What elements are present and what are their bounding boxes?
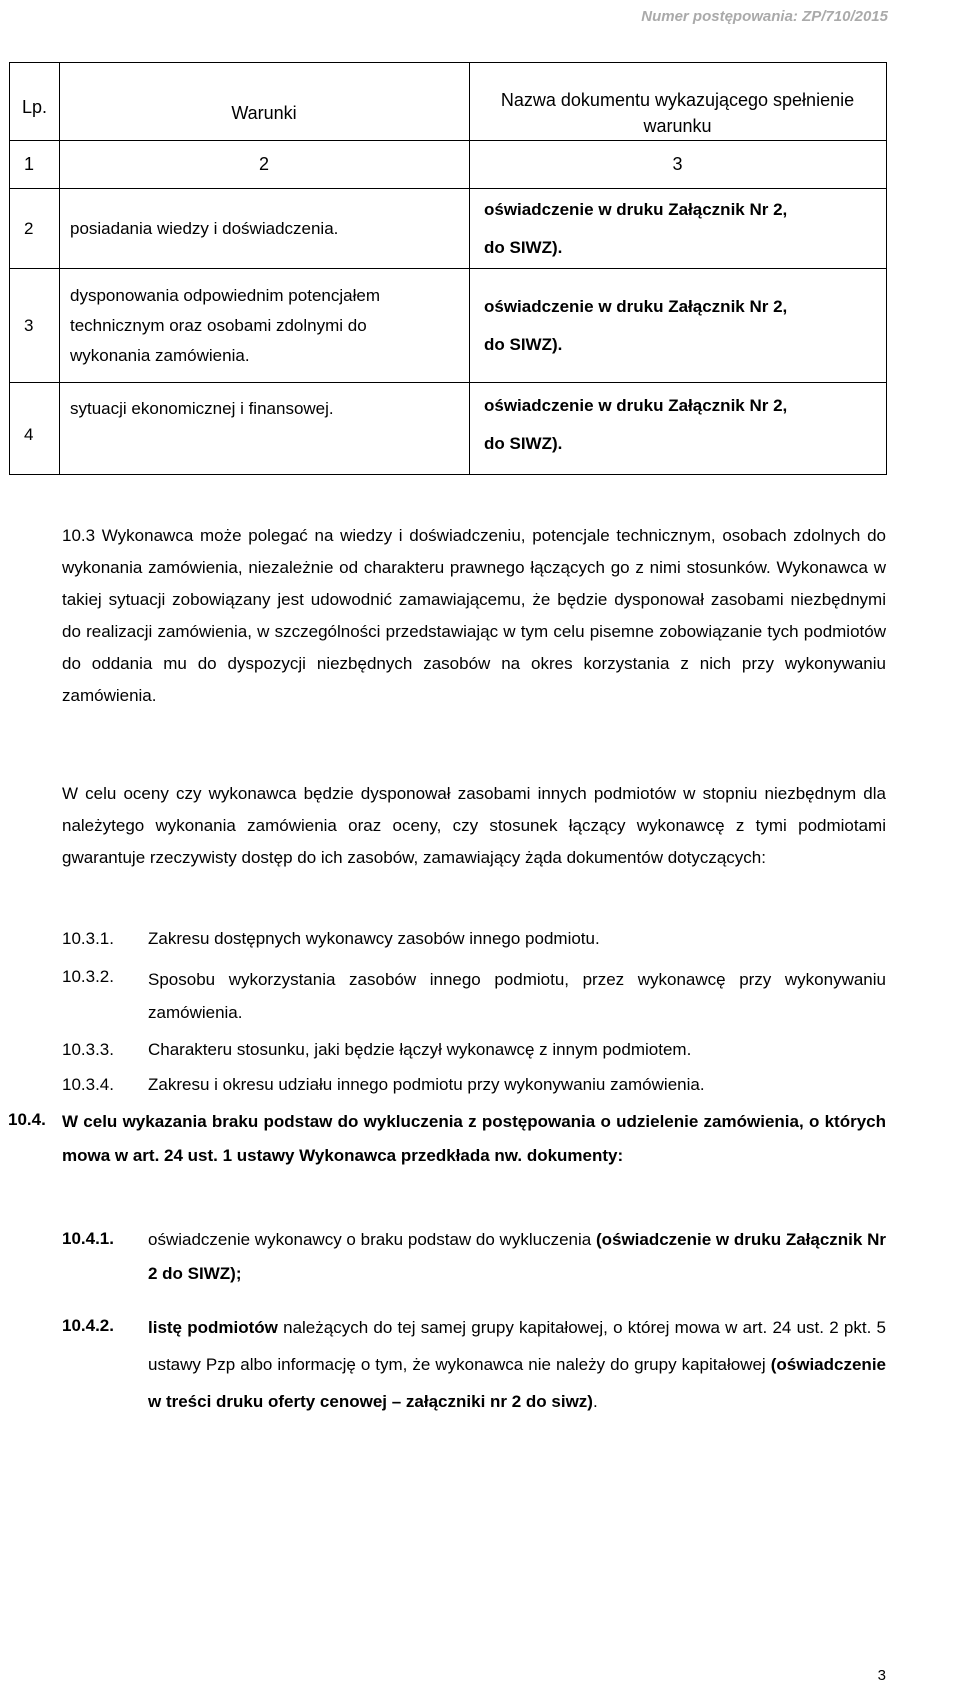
page-number: 3 bbox=[877, 1667, 886, 1684]
col-header-warunki: Warunki bbox=[60, 63, 470, 141]
list-item-text: Charakteru stosunku, jaki będzie łączył wykonawcę z innym podmiotem. bbox=[148, 1040, 692, 1059]
row-lp: 2 bbox=[10, 189, 60, 269]
item-10-4-1-text bbox=[148, 1223, 886, 1291]
col-number-2: 2 bbox=[60, 141, 470, 189]
list-item-text: Zakresu dostępnych wykonawcy zasobów innego podmiotu. bbox=[148, 929, 600, 948]
row-lp: 3 bbox=[10, 269, 60, 383]
col-header-nazwa: Nazwa dokumentu wykazującego spełnienie warunku bbox=[470, 63, 887, 141]
list-item-number: 10.3.1. bbox=[62, 929, 114, 948]
row-dokument bbox=[470, 269, 887, 383]
list-item-text: Sposobu wykorzystania zasobów innego podmiotu, przez wykonawcę przy wykonywaniu zamówienia. bbox=[148, 970, 886, 1022]
row-warunek: sytuacji ekonomicznej i finansowej. bbox=[60, 383, 470, 475]
item-10-4-2-end: . bbox=[592, 1392, 598, 1411]
row-dokument bbox=[470, 189, 887, 269]
table-number-row bbox=[10, 141, 887, 189]
item-10-4-1-bold: (oświadczenie w druku Załącznik Nr 2 do SIWZ); bbox=[148, 1230, 886, 1283]
item-10-4-2-bold-end: (oświadczenie w treści druku oferty cenowej – załączniki nr 2 do siwz) bbox=[148, 1355, 886, 1411]
item-10-4-2-number: 10.4.2. bbox=[62, 1316, 114, 1335]
section-10-3-paragraph-2: W celu oceny czy wykonawca będzie dysponował zasobami innych podmiotów w stopniu niezbędnym dla należytego wykonania zamówienia oraz oceny, czy stosunek łączący wykonawcę z tymi podmiotami gwarantuje rzeczywisty dostęp do ich zasobów, zamawiający żąda dokumentów dotyczących: bbox=[62, 784, 886, 867]
table-row bbox=[10, 269, 887, 383]
list-item-number: 10.3.3. bbox=[62, 1040, 114, 1059]
item-10-4-1-plain: oświadczenie wykonawcy o braku podstaw do wykluczenia bbox=[148, 1230, 596, 1249]
table-row bbox=[10, 189, 887, 269]
row-dokument-line2: do SIWZ). bbox=[484, 237, 563, 257]
section-10-3-paragraph-1: 10.3 Wykonawca może polegać na wiedzy i doświadczeniu, potencjale technicznym, osobach zdolnych do wykonania zamówienia, niezależnie od charakteru prawnego łączących go z nimi stosunków. Wykonawca w takiej sytuacji zobowiązany jest udowodnić zamawiającemu, że będzie dysponował zasobami niezbędnymi do realizacji zamówienia, w szczególności przedstawiając w tym celu pisemne zobowiązanie tych podmiotów do oddania mu do dyspozycji niezbędnych zasobów na okres korzystania z nich przy wykonywaniu zamówienia. bbox=[62, 526, 886, 705]
table-header-row bbox=[10, 63, 887, 141]
section-10-4-heading: W celu wykazania braku podstaw do wykluczenia z postępowania o udzielenie zamówienia, o których mowa w art. 24 ust. 1 ustawy Wykonawca przedkłada nw. dokumenty: bbox=[62, 1112, 886, 1165]
row-dokument bbox=[470, 383, 887, 475]
document-reference-header: Numer postępowania: ZP/710/2015 bbox=[641, 8, 888, 25]
table-row bbox=[10, 383, 887, 475]
conditions-table bbox=[9, 62, 887, 475]
row-dokument-line1: oświadczenie w druku Załącznik Nr 2, bbox=[484, 296, 788, 316]
row-warunek: dysponowania odpowiednim potencjałem technicznym oraz osobami zdolnymi do wykonania zamówienia. bbox=[60, 269, 470, 383]
item-10-4-1-number: 10.4.1. bbox=[62, 1229, 114, 1248]
row-dokument-line1: oświadczenie w druku Załącznik Nr 2, bbox=[484, 199, 788, 219]
list-item-number: 10.3.2. bbox=[62, 967, 114, 986]
row-lp: 4 bbox=[10, 383, 60, 475]
item-10-4-2-bold-start: listę podmiotów bbox=[148, 1318, 278, 1337]
row-dokument-line1: oświadczenie w druku Załącznik Nr 2, bbox=[484, 396, 788, 415]
item-10-4-2-text bbox=[148, 1309, 886, 1420]
list-item-text: Zakresu i okresu udziału innego podmiotu przy wykonywaniu zamówienia. bbox=[148, 1075, 705, 1094]
col-number-3: 3 bbox=[470, 141, 887, 189]
row-warunek: posiadania wiedzy i doświadczenia. bbox=[60, 189, 470, 269]
row-dokument-line2: do SIWZ). bbox=[484, 434, 563, 453]
item-10-4-2-plain: należących do tej samej grupy kapitałowej, o której mowa w art. 24 ust. 2 pkt. 5 ustawy Pzp albo informację o tym, że wykonawca nie należy do grupy kapitałowej bbox=[148, 1318, 886, 1374]
row-dokument-line2: do SIWZ). bbox=[484, 334, 563, 354]
list-item-number: 10.3.4. bbox=[62, 1075, 114, 1094]
section-10-4-number: 10.4. bbox=[8, 1110, 46, 1129]
col-header-lp: Lp. bbox=[10, 63, 60, 141]
col-number-1: 1 bbox=[10, 141, 60, 189]
